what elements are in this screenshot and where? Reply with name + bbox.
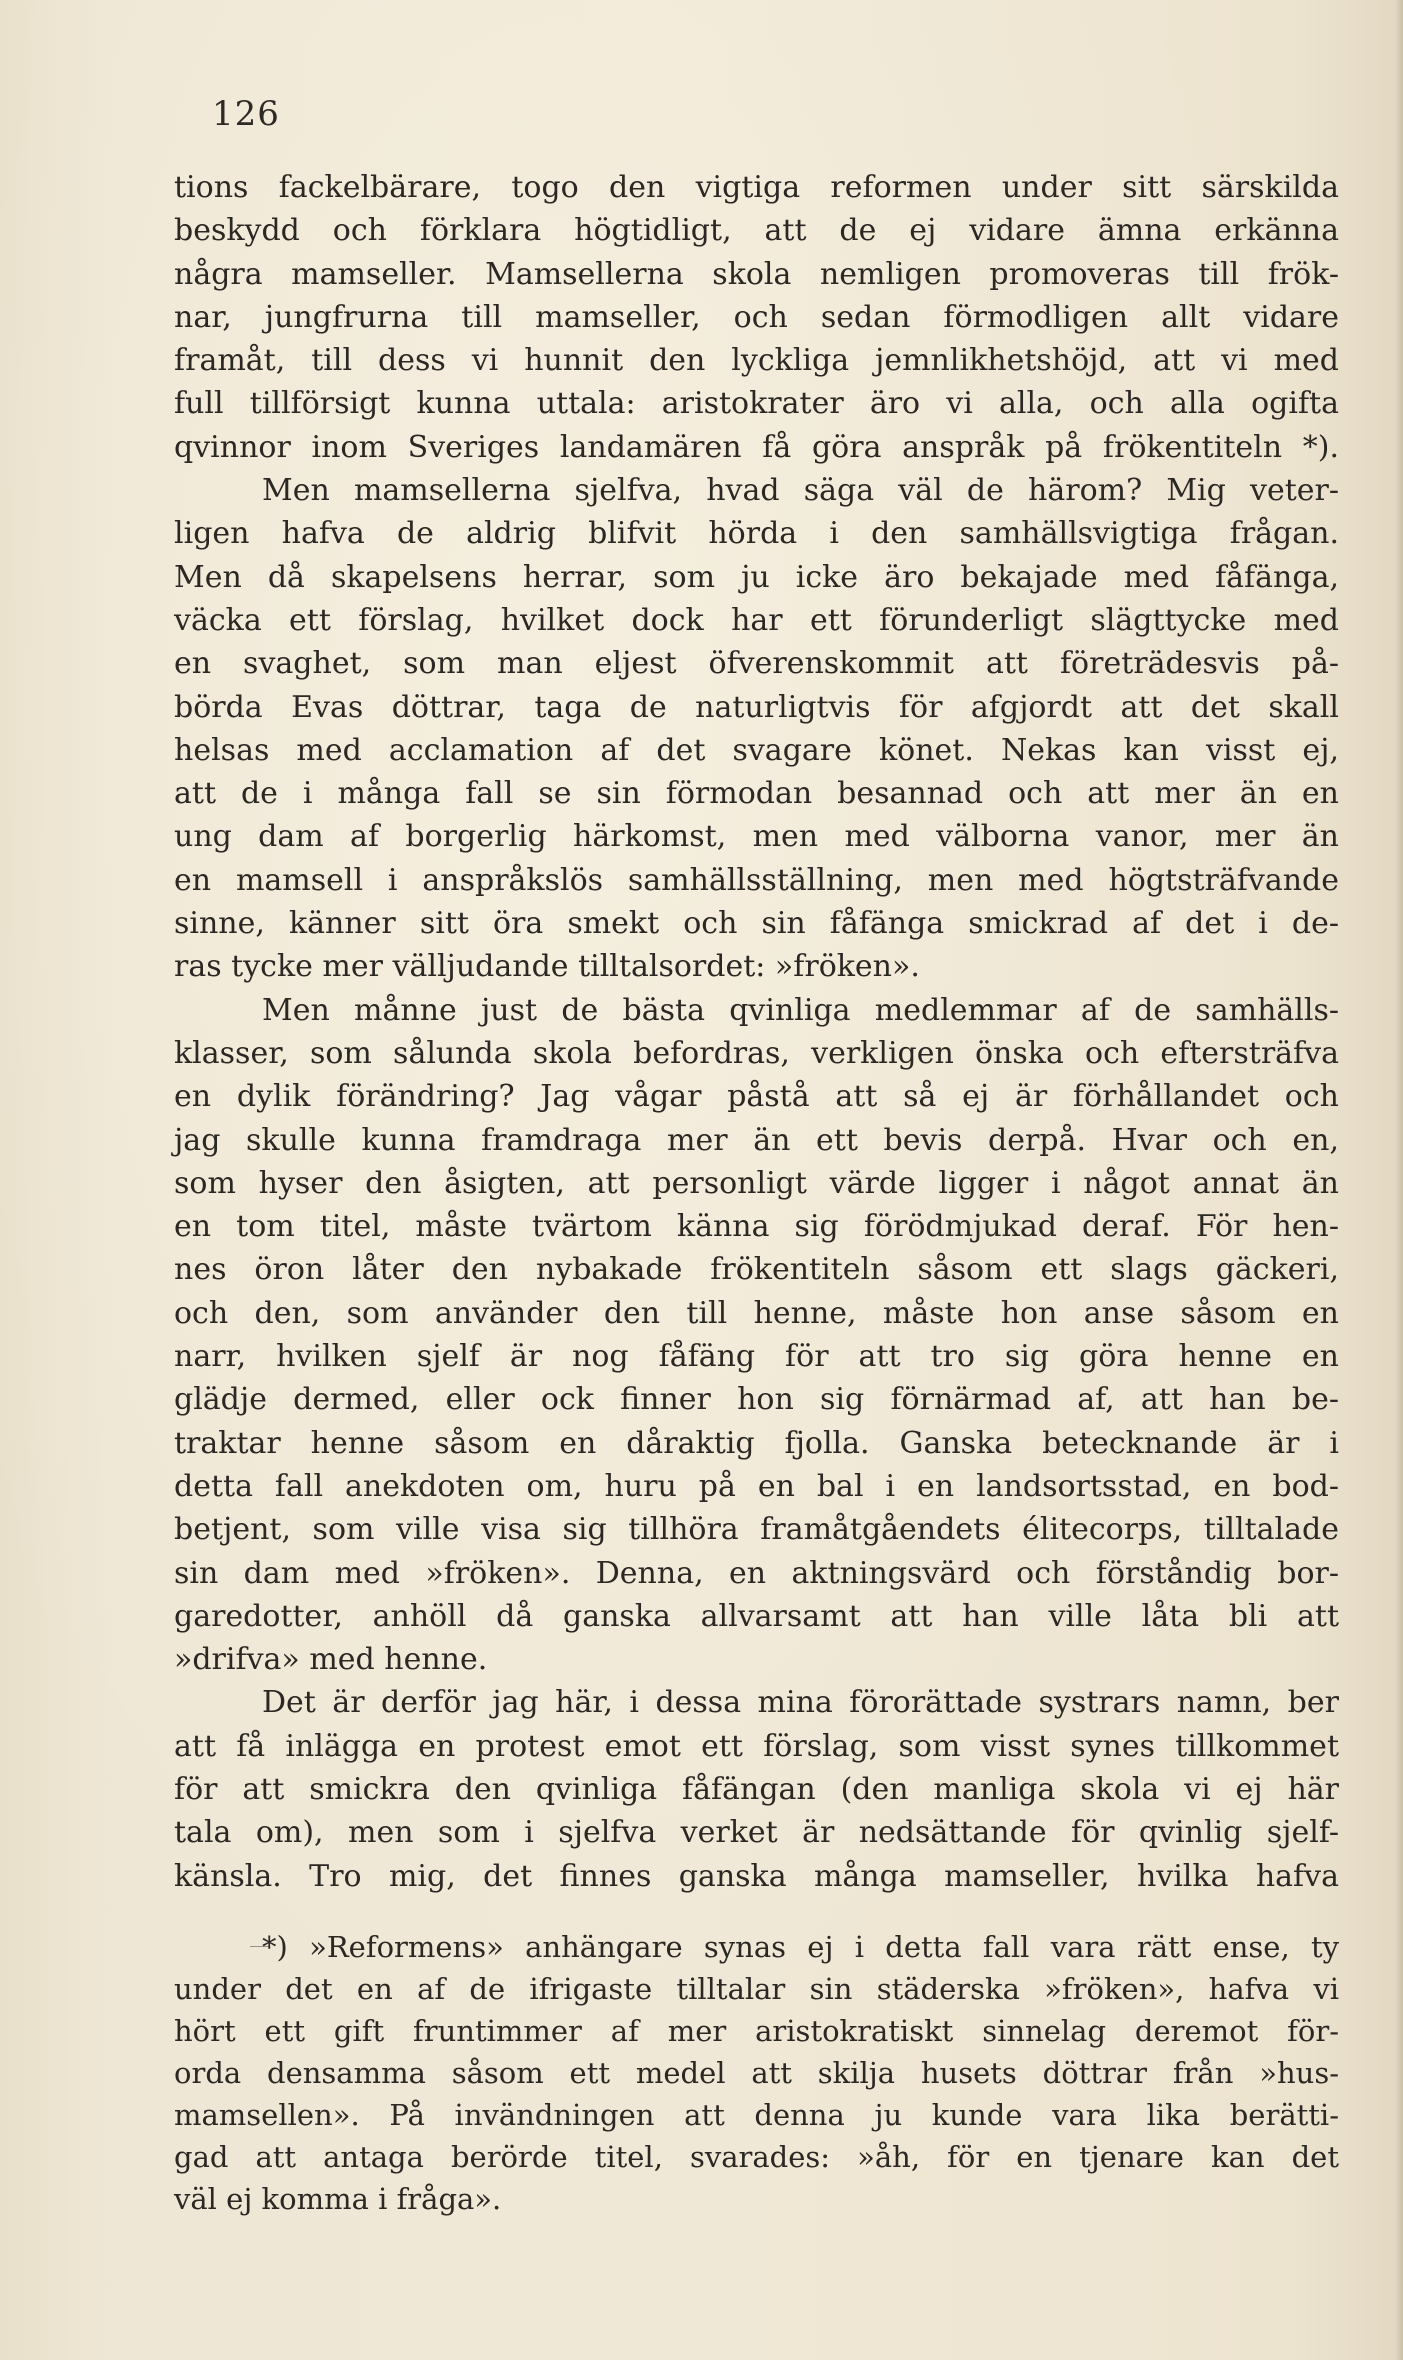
text-line: detta fall anekdoten om, huru på en bal i en landsortsstad, en bod- — [174, 1468, 1339, 1504]
text-line: och den, som använder den till henne, måste hon anse såsom en — [174, 1295, 1339, 1331]
footnote-line: mamsellen». På invändningen att denna ju kunde vara lika berätti- — [174, 2098, 1339, 2132]
text-line: att få inlägga en protest emot ett förslag, som visst synes tillkommet — [174, 1728, 1339, 1764]
text-line: jag skulle kunna framdraga mer än ett bevis derpå. Hvar och en, — [174, 1122, 1339, 1158]
footnote-line: under det en af de ifrigaste tilltalar sin städerska »fröken», hafva vi — [174, 1972, 1339, 2006]
footnote-line: hört ett gift fruntimmer af mer aristokratiskt sinnelag deremot för- — [174, 2014, 1339, 2048]
page-edge-shadow — [1395, 0, 1403, 2360]
text-line: framåt, till dess vi hunnit den lyckliga jemnlikhetshöjd, att vi med — [174, 343, 1339, 379]
text-line: börda Evas döttrar, taga de naturligtvis för afgjordt att det skall — [174, 689, 1339, 725]
text-line: garedotter, anhöll då ganska allvarsamt att han ville låta bli att — [174, 1598, 1339, 1634]
footnote-line: orda densamma såsom ett medel att skilja husets döttrar från »hus- — [174, 2056, 1339, 2090]
text-line: några mamseller. Mamsellerna skola nemligen promoveras till frök- — [174, 256, 1339, 292]
text-line: narr, hvilken sjelf är nog fåfäng för att tro sig göra henne en — [174, 1339, 1339, 1375]
text-line: Det är derför jag här, i dessa mina förorättade systrars namn, ber — [262, 1685, 1339, 1721]
footnote-line: *) »Reformens» anhängare synas ej i detta fall vara rätt ense, ty — [262, 1930, 1339, 1964]
text-line: känsla. Tro mig, det finnes ganska många mamseller, hvilka hafva — [174, 1858, 1339, 1894]
text-line: ras tycke mer välljudande tilltalsordet: »fröken». — [174, 949, 920, 985]
footnote — [174, 1926, 1339, 2220]
text-line: tala om), men som i sjelfva verket är nedsättande för qvinlig sjelf- — [174, 1815, 1339, 1851]
text-line: sinne, känner sitt öra smekt och sin fåfänga smickrad af det i de- — [174, 906, 1339, 942]
text-line: ligen hafva de aldrig blifvit hörda i den samhällsvigtiga frågan. — [174, 516, 1339, 552]
page-number: 126 — [212, 94, 280, 134]
text-line: en svaghet, som man eljest öfverenskommit att företrädesvis på- — [174, 646, 1339, 682]
text-line: en tom titel, måste tvärtom känna sig förödmjukad deraf. För hen- — [174, 1209, 1339, 1245]
text-line: väcka ett förslag, hvilket dock har ett förunderligt slägttycke med — [174, 602, 1339, 638]
text-line: betjent, som ville visa sig tillhöra framåtgåendets élitecorps, tilltalade — [174, 1512, 1339, 1548]
text-line: full tillförsigt kunna uttala: aristokrater äro vi alla, och alla ogifta — [174, 386, 1339, 422]
text-line: glädje dermed, eller ock finner hon sig förnärmad af, att han be- — [174, 1382, 1339, 1418]
text-line: klasser, som sålunda skola befordras, verkligen önska och eftersträfva — [174, 1035, 1339, 1071]
text-line: beskydd och förklara högtidligt, att de ej vidare ämna erkänna — [174, 213, 1339, 249]
text-line: Men mamsellerna sjelfva, hvad säga väl de härom? Mig veter- — [262, 473, 1339, 509]
text-line: helsas med acclamation af det svagare könet. Nekas kan visst ej, — [174, 732, 1339, 768]
main-text — [174, 166, 1339, 1898]
text-line: en mamsell i anspråkslös samhällsställning, men med högtsträfvande — [174, 862, 1339, 898]
footnote-line: gad att antaga berörde titel, svarades: »åh, för en tjenare kan det — [174, 2140, 1339, 2174]
footnote-line: väl ej komma i fråga». — [174, 2182, 502, 2216]
text-line: för att smickra den qvinliga fåfängan (den manliga skola vi ej här — [174, 1771, 1339, 1807]
text-line: sin dam med »fröken». Denna, en aktningsvärd och förståndig bor- — [174, 1555, 1339, 1591]
text-line: traktar henne såsom en dåraktig fjolla. Ganska betecknande är i — [174, 1425, 1339, 1461]
text-line: Men då skapelsens herrar, som ju icke äro bekajade med fåfänga, — [174, 559, 1339, 595]
text-line: Men månne just de bästa qvinliga medlemmar af de samhälls- — [262, 992, 1339, 1028]
text-line: ung dam af borgerlig härkomst, men med välborna vanor, mer än — [174, 819, 1339, 855]
text-line: nes öron låter den nybakade frökentiteln såsom ett slags gäckeri, — [174, 1252, 1339, 1288]
text-line: en dylik förändring? Jag vågar påstå att så ej är förhållandet och — [174, 1079, 1339, 1115]
text-line: att de i många fall se sin förmodan besannad och att mer än en — [174, 776, 1339, 812]
text-line: nar, jungfrurna till mamseller, och sedan förmodligen allt vidare — [174, 299, 1339, 335]
text-line: »drifva» med henne. — [174, 1642, 488, 1678]
text-line: som hyser den åsigten, att personligt värde ligger i något annat än — [174, 1165, 1339, 1201]
text-line: qvinnor inom Sveriges landamären få göra anspråk på frökentiteln *). — [174, 429, 1339, 465]
text-line: tions fackelbärare, togo den vigtiga reformen under sitt särskilda — [174, 170, 1339, 205]
